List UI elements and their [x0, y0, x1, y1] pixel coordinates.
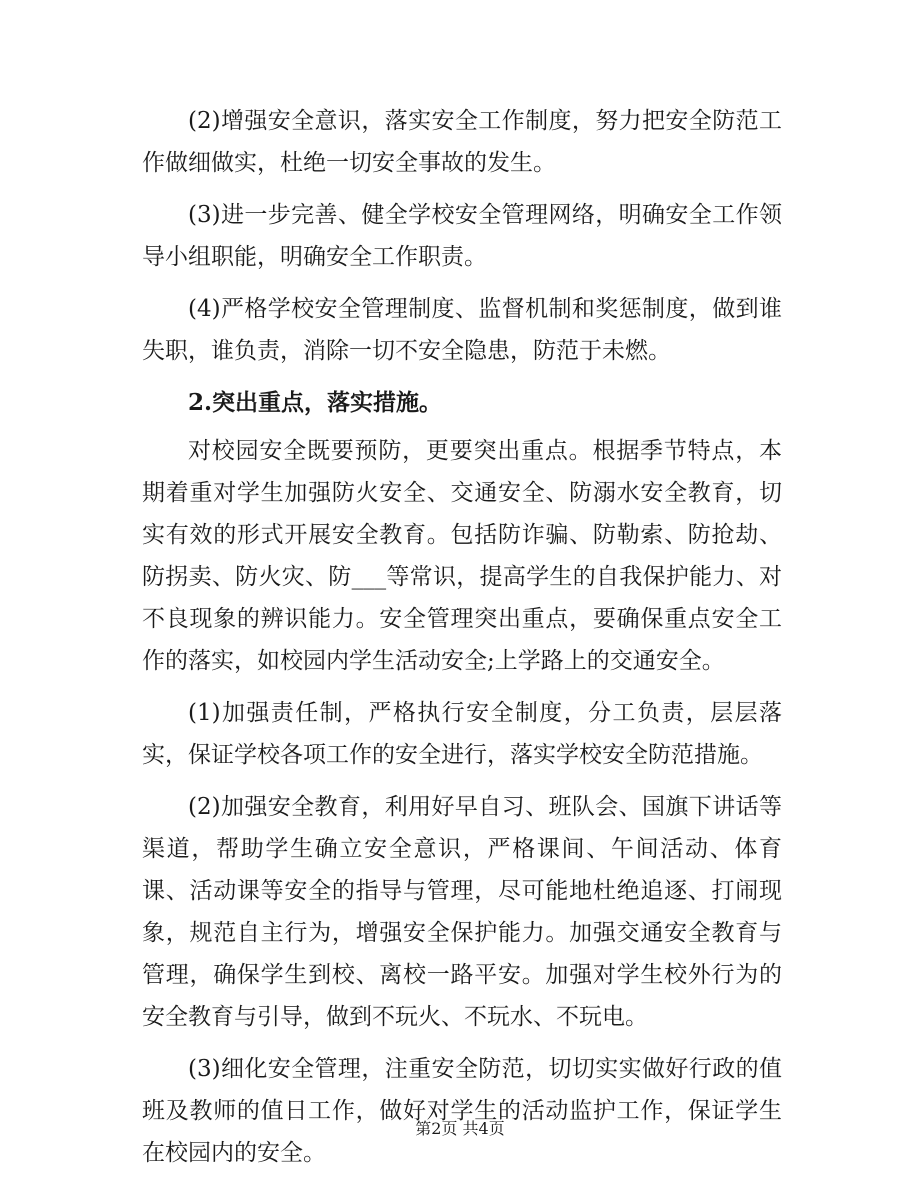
- paragraph-2-awareness: (2)增强安全意识，落实安全工作制度，努力把安全防范工作做细做实，杜绝一切安全事故的发生。: [142, 108, 782, 176]
- paragraph-4-system: (4)严格学校安全管理制度、监督机制和奖惩制度，做到谁失职，谁负责，消除一切不安全隐患，防范于未燃。: [142, 296, 782, 364]
- paragraph-campus-safety: 对校园安全既要预防，更要突出重点。根据季节特点，本期着重对学生加强防火安全、交通安全、防溺水安全教育，切实有效的形式开展安全教育。包括防诈骗、防勒索、防抢劫、防拐卖、防火灾、防___等常识，提高学生的自我保护能力、对不良现象的辨识能力。安全管理突出重点，要确保重点安全工作的落实，如校园内学生活动安全;上学路上的交通安全。: [142, 438, 782, 674]
- page-number-footer: 第2页 共4页: [415, 1119, 505, 1138]
- section-heading-key-points: 2.突出重点，落实措施。: [188, 389, 443, 416]
- paragraph-3-management: (3)细化安全管理，注重安全防范，切切实实做好行政的值班及教师的值日工作，做好对学生的活动监护工作，保证学生在校园内的安全。: [142, 1056, 782, 1166]
- paragraph-3-network: (3)进一步完善、健全学校安全管理网络，明确安全工作领导小组职能，明确安全工作职责。: [142, 202, 782, 270]
- document-body: [142, 100, 782, 1184]
- paragraph-2-education: (2)加强安全教育，利用好早自习、班队会、国旗下讲话等渠道，帮助学生确立安全意识，严格课间、午间活动、体育课、活动课等安全的指导与管理，尽可能地杜绝追逐、打闹现象，规范自主行为，增强安全保护能力。加强交通安全教育与管理，确保学生到校、离校一路平安。加强对学生校外行为的安全教育与引导，做到不玩火、不玩水、不玩电。: [142, 794, 782, 1030]
- paragraph-1-responsibility: (1)加强责任制，严格执行安全制度，分工负责，层层落实，保证学校各项工作的安全进行，落实学校安全防范措施。: [142, 700, 782, 768]
